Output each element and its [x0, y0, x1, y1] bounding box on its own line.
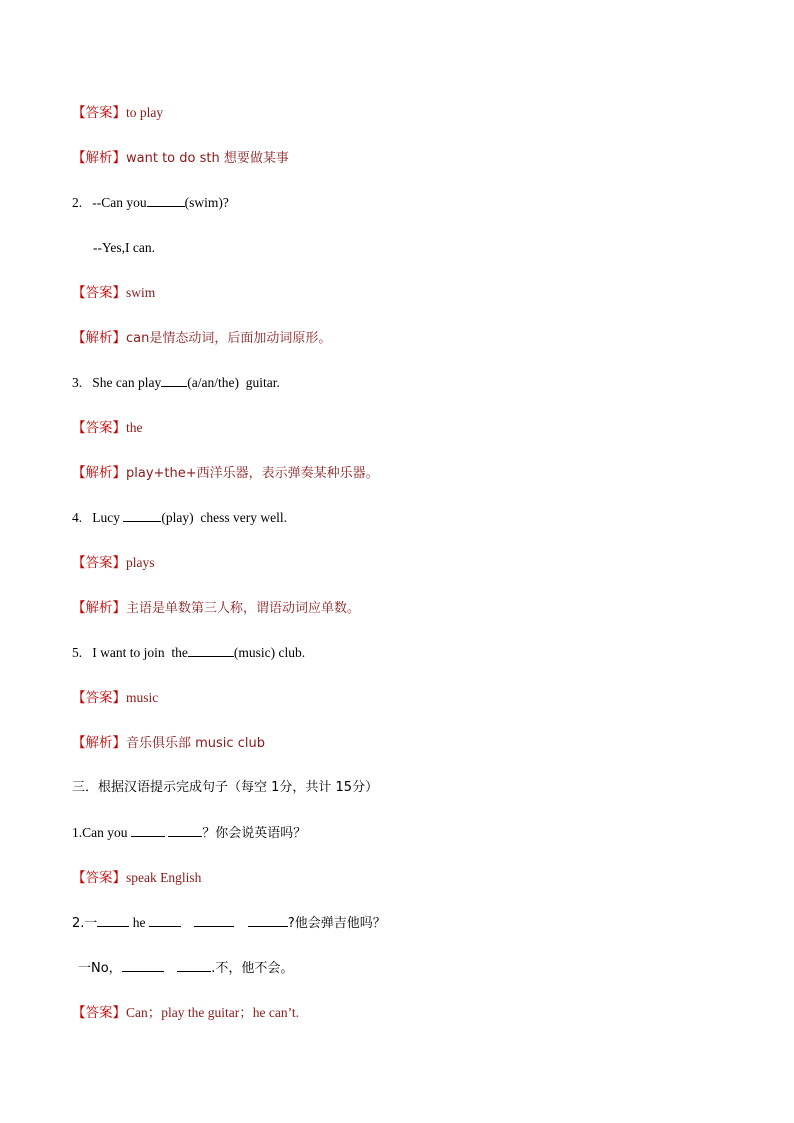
- sentence-text: 2.一: [72, 916, 98, 931]
- question-number: 4.: [72, 510, 83, 525]
- answer-blank[interactable]: [177, 959, 211, 972]
- answer-line-3: [72, 419, 143, 437]
- question-number: 5.: [72, 645, 83, 660]
- question-number: 2.: [72, 195, 83, 210]
- reply-text: 一No，: [78, 961, 122, 976]
- analysis-line-4: [72, 599, 360, 618]
- question-text: Lucy: [92, 510, 124, 525]
- analysis-text: want to do sth 想要做某事: [126, 151, 289, 166]
- sentence-2: [72, 914, 386, 933]
- answer-blank[interactable]: [97, 914, 129, 927]
- answer-line-4: [72, 554, 155, 572]
- answer-text: swim: [126, 285, 156, 300]
- question-2-reply: [93, 239, 155, 257]
- reply-text: .不，他不会。: [211, 961, 294, 976]
- answer-text: the: [126, 420, 143, 435]
- question-text: (music) club.: [233, 645, 306, 660]
- sentence-text: ?他会弹吉他吗？: [287, 916, 386, 931]
- answer-tag: 【答案】: [72, 555, 126, 570]
- sentence-text: ？你会说英语吗？: [202, 826, 307, 841]
- analysis-tag: 【解析】: [72, 330, 126, 345]
- answer-blank[interactable]: [149, 914, 181, 927]
- analysis-text: 主语是单数第三人称，谓语动词应单数。: [126, 601, 361, 616]
- answer-tag: 【答案】: [72, 690, 126, 705]
- analysis-text: can是情态动词，后面加动词原形。: [126, 331, 332, 346]
- analysis-tag: 【解析】: [72, 600, 126, 615]
- answer-blank[interactable]: [147, 194, 185, 207]
- answer-blank[interactable]: [194, 914, 234, 927]
- sentence-2-reply: [78, 959, 293, 978]
- sentence-text: he: [129, 915, 149, 930]
- answer-line-s1: [72, 869, 201, 887]
- analysis-line-2: [72, 329, 331, 348]
- question-text: (swim)?: [184, 195, 229, 210]
- answer-text: Can；play the guitar；he can’t.: [126, 1005, 299, 1020]
- answer-tag: 【答案】: [72, 870, 126, 885]
- answer-blank[interactable]: [188, 644, 234, 657]
- analysis-tag: 【解析】: [72, 465, 126, 480]
- answer-line-2: [72, 284, 155, 302]
- answer-tag: 【答案】: [72, 420, 126, 435]
- question-5: [72, 644, 305, 662]
- answer-line-1: [72, 104, 163, 122]
- analysis-tag: 【解析】: [72, 150, 126, 165]
- answer-blank[interactable]: [123, 509, 161, 522]
- answer-line-5: [72, 689, 158, 707]
- question-4: [72, 509, 287, 527]
- analysis-text: play+the+西洋乐器，表示弹奏某种乐器。: [126, 466, 379, 481]
- sentence-1: [72, 824, 306, 843]
- question-text: --Can you: [92, 195, 147, 210]
- sentence-text: 1.Can you: [72, 825, 131, 840]
- analysis-line-3: [72, 464, 379, 483]
- question-text: (play) chess very well.: [161, 510, 287, 525]
- answer-blank[interactable]: [248, 914, 288, 927]
- analysis-line-5: [72, 734, 265, 753]
- answer-tag: 【答案】: [72, 285, 126, 300]
- reply-text: --Yes,I can.: [93, 240, 155, 255]
- answer-tag: 【答案】: [72, 105, 126, 120]
- answer-blank[interactable]: [161, 374, 187, 387]
- analysis-text: 音乐俱乐部 music club: [126, 736, 265, 751]
- answer-text: speak English: [126, 870, 202, 885]
- question-text: She can play: [92, 375, 162, 390]
- answer-text: music: [126, 690, 159, 705]
- question-3: [72, 374, 280, 392]
- section-heading: 三．根据汉语提示完成句子（每空 1分，共计 15分）: [72, 780, 379, 795]
- answer-blank[interactable]: [168, 824, 202, 837]
- answer-text: to play: [126, 105, 164, 120]
- answer-blank[interactable]: [131, 824, 165, 837]
- answer-line-s2: [72, 1004, 299, 1022]
- analysis-line-1: [72, 149, 289, 168]
- question-text: I want to join the: [92, 645, 188, 660]
- question-number: 3.: [72, 375, 83, 390]
- question-text: (a/an/the) guitar.: [187, 375, 280, 390]
- answer-blank[interactable]: [122, 959, 164, 972]
- analysis-tag: 【解析】: [72, 735, 126, 750]
- question-2: [72, 194, 229, 212]
- answer-text: plays: [126, 555, 155, 570]
- answer-tag: 【答案】: [72, 1005, 126, 1020]
